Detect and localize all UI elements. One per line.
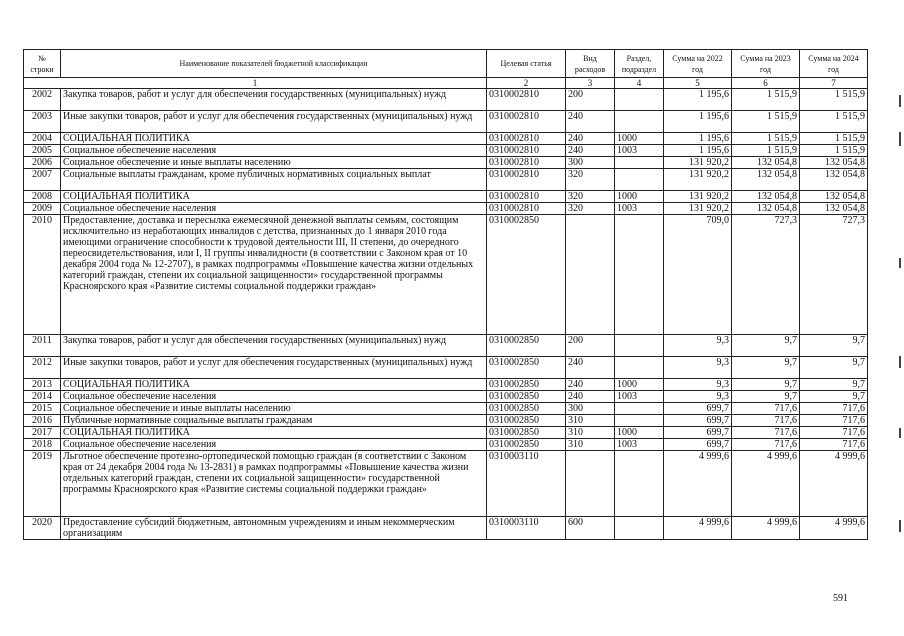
sum-2024-cell: 132 054,8	[800, 203, 868, 215]
sum-2023-cell: 9,7	[732, 357, 800, 379]
target-article-cell: 0310002810	[487, 133, 566, 145]
expense-type-cell: 310	[566, 427, 615, 439]
table-row	[24, 203, 868, 215]
column-number-4: 4	[615, 78, 664, 89]
expense-type-cell	[566, 215, 615, 335]
sum-2024-cell: 9,7	[800, 379, 868, 391]
section-cell	[615, 215, 664, 335]
section-cell	[615, 403, 664, 415]
sum-2024-cell: 1 515,9	[800, 133, 868, 145]
section-cell: 1000	[615, 191, 664, 203]
table-row	[24, 133, 868, 145]
sum-2024-cell: 717,6	[800, 403, 868, 415]
sum-2024-cell: 727,3	[800, 215, 868, 335]
expense-type-cell: 310	[566, 439, 615, 451]
table-row	[24, 403, 868, 415]
target-article-cell: 0310002810	[487, 203, 566, 215]
sum-2022-cell: 699,7	[664, 439, 732, 451]
indicator-name-cell: Закупка товаров, работ и услуг для обеспечения государственных (муниципальных) нужд	[61, 335, 487, 357]
table-row	[24, 415, 868, 427]
target-article-cell: 0310002850	[487, 427, 566, 439]
sum-2022-cell: 699,7	[664, 403, 732, 415]
row-number-cell: 2011	[24, 335, 61, 357]
target-article-cell: 0310002850	[487, 415, 566, 427]
expense-type-cell	[566, 451, 615, 517]
expense-type-cell: 240	[566, 379, 615, 391]
section-cell: 1003	[615, 391, 664, 403]
indicator-name-cell: Социальное обеспечение населения	[61, 145, 487, 157]
row-number-cell: 2014	[24, 391, 61, 403]
table-row	[24, 439, 868, 451]
table-row	[24, 215, 868, 335]
sum-2023-cell: 717,6	[732, 427, 800, 439]
target-article-cell: 0310002810	[487, 89, 566, 111]
section-cell	[615, 335, 664, 357]
sum-2023-cell: 717,6	[732, 415, 800, 427]
sum-2022-cell: 131 920,2	[664, 191, 732, 203]
target-article-cell: 0310002810	[487, 169, 566, 191]
sum-2023-cell: 717,6	[732, 439, 800, 451]
indicator-name-cell: Льготное обеспечение протезно-ортопедической помощью граждан (в соответствии с Законом края от 24 декабря 2004 года № 13-2831) в рамках подпрограммы «Повышение качества жизни отдельных категорий граждан, степени их социальной защищенности» государственной программы Красноярского края «Развитие системы социальной поддержки граждан»	[61, 451, 487, 517]
indicator-name-cell: СОЦИАЛЬНАЯ ПОЛИТИКА	[61, 427, 487, 439]
target-article-cell: 0310003110	[487, 451, 566, 517]
column-number-3: 3	[566, 78, 615, 89]
sum-2022-cell: 699,7	[664, 415, 732, 427]
expense-type-cell: 300	[566, 403, 615, 415]
section-cell: 1003	[615, 203, 664, 215]
section-cell	[615, 169, 664, 191]
sum-2023-cell: 132 054,8	[732, 203, 800, 215]
sum-2022-cell: 9,3	[664, 379, 732, 391]
sum-2024-cell: 9,7	[800, 357, 868, 379]
column-number-1: 1	[24, 78, 487, 89]
expense-type-cell: 200	[566, 335, 615, 357]
header-sum-2022: Сумма на 2022 год	[664, 50, 732, 78]
table-row	[24, 427, 868, 439]
sum-2024-cell: 132 054,8	[800, 157, 868, 169]
column-number-row	[24, 78, 868, 89]
table-row	[24, 335, 868, 357]
indicator-name-cell: Предоставление, доставка и пересылка ежемесячной денежной выплаты семьям, состоящим исключительно из неработающих инвалидов с детства, признанных до 1 января 2010 года имеющими ограничение способности к трудовой деятельности III, II степени, до очередного переосвидетельствования, или I, II группы инвалидности (в соответствии с Законом края от 10 декабря 2004 года № 12-2707), в рамках подпрограммы «Повышение качества жизни отдельных категорий граждан, степени их социальной защищенности» государственной программы Красноярского края «Развитие системы социальной поддержки граждан»	[61, 215, 487, 335]
target-article-cell: 0310002850	[487, 403, 566, 415]
sum-2022-cell: 1 195,6	[664, 145, 732, 157]
sum-2024-cell: 9,7	[800, 335, 868, 357]
indicator-name-cell: Социальное обеспечение населения	[61, 203, 487, 215]
sum-2022-cell: 1 195,6	[664, 133, 732, 145]
table-row	[24, 169, 868, 191]
row-number-cell: 2016	[24, 415, 61, 427]
sum-2024-cell: 717,6	[800, 415, 868, 427]
table-row	[24, 157, 868, 169]
sum-2022-cell: 4 999,6	[664, 451, 732, 517]
indicator-name-cell: Публичные нормативные социальные выплаты гражданам	[61, 415, 487, 427]
sum-2022-cell: 9,3	[664, 357, 732, 379]
sum-2023-cell: 132 054,8	[732, 169, 800, 191]
section-cell: 1000	[615, 133, 664, 145]
row-number-cell: 2013	[24, 379, 61, 391]
sum-2023-cell: 1 515,9	[732, 89, 800, 111]
table-row	[24, 89, 868, 111]
table-row	[24, 391, 868, 403]
section-cell	[615, 415, 664, 427]
sum-2023-cell: 1 515,9	[732, 133, 800, 145]
indicator-name-cell: Закупка товаров, работ и услуг для обеспечения государственных (муниципальных) нужд	[61, 89, 487, 111]
row-number-cell: 2003	[24, 111, 61, 133]
row-number-cell: 2012	[24, 357, 61, 379]
sum-2024-cell: 717,6	[800, 439, 868, 451]
sum-2024-cell: 132 054,8	[800, 169, 868, 191]
sum-2023-cell: 717,6	[732, 403, 800, 415]
target-article-cell: 0310002850	[487, 335, 566, 357]
sum-2023-cell: 132 054,8	[732, 157, 800, 169]
header-sum-2024: Сумма на 2024 год	[800, 50, 868, 78]
column-number-2: 2	[487, 78, 566, 89]
target-article-cell: 0310002850	[487, 357, 566, 379]
sum-2024-cell: 1 515,9	[800, 89, 868, 111]
indicator-name-cell: СОЦИАЛЬНАЯ ПОЛИТИКА	[61, 379, 487, 391]
sum-2023-cell: 4 999,6	[732, 451, 800, 517]
column-number-7: 7	[800, 78, 868, 89]
row-number-cell: 2020	[24, 517, 61, 540]
expense-type-cell: 320	[566, 203, 615, 215]
sum-2023-cell: 9,7	[732, 335, 800, 357]
row-number-cell: 2009	[24, 203, 61, 215]
indicator-name-cell: СОЦИАЛЬНАЯ ПОЛИТИКА	[61, 133, 487, 145]
expense-type-cell: 240	[566, 145, 615, 157]
indicator-name-cell: Социальное обеспечение и иные выплаты населению	[61, 157, 487, 169]
header-expense-type: Вид расходов	[566, 50, 615, 78]
column-number-6: 6	[732, 78, 800, 89]
target-article-cell: 0310002810	[487, 157, 566, 169]
scan-edge-mark	[899, 356, 901, 368]
row-number-cell: 2010	[24, 215, 61, 335]
table-row	[24, 191, 868, 203]
sum-2022-cell: 699,7	[664, 427, 732, 439]
sum-2023-cell: 132 054,8	[732, 191, 800, 203]
row-number-cell: 2015	[24, 403, 61, 415]
budget-table	[23, 49, 868, 540]
scan-edge-mark	[899, 258, 901, 268]
indicator-name-cell: Социальное обеспечение и иные выплаты населению	[61, 403, 487, 415]
table-row	[24, 379, 868, 391]
section-cell: 1000	[615, 427, 664, 439]
expense-type-cell: 200	[566, 89, 615, 111]
sum-2023-cell: 1 515,9	[732, 111, 800, 133]
sum-2022-cell: 4 999,6	[664, 517, 732, 540]
expense-type-cell: 320	[566, 169, 615, 191]
row-number-cell: 2005	[24, 145, 61, 157]
table-row	[24, 517, 868, 540]
sum-2022-cell: 1 195,6	[664, 89, 732, 111]
table-header-row	[24, 50, 868, 78]
section-cell	[615, 89, 664, 111]
target-article-cell: 0310002810	[487, 191, 566, 203]
header-indicator-name: Наименование показателей бюджетной классификации	[61, 50, 487, 78]
expense-type-cell: 240	[566, 391, 615, 403]
table-row	[24, 111, 868, 133]
table-row	[24, 357, 868, 379]
section-cell: 1003	[615, 145, 664, 157]
target-article-cell: 0310003110	[487, 517, 566, 540]
expense-type-cell: 600	[566, 517, 615, 540]
expense-type-cell: 300	[566, 157, 615, 169]
scan-edge-mark	[899, 132, 901, 146]
expense-type-cell: 320	[566, 191, 615, 203]
section-cell	[615, 451, 664, 517]
row-number-cell: 2017	[24, 427, 61, 439]
row-number-cell: 2008	[24, 191, 61, 203]
header-section: Раздел, подраздел	[615, 50, 664, 78]
sum-2023-cell: 9,7	[732, 391, 800, 403]
table-row	[24, 145, 868, 157]
indicator-name-cell: Предоставление субсидий бюджетным, автономным учреждениям и иным некоммерческим организациям	[61, 517, 487, 540]
section-cell	[615, 357, 664, 379]
scan-edge-mark	[899, 428, 901, 438]
sum-2023-cell: 9,7	[732, 379, 800, 391]
scan-edge-mark	[899, 95, 901, 107]
sum-2022-cell: 9,3	[664, 335, 732, 357]
indicator-name-cell: Социальное обеспечение населения	[61, 439, 487, 451]
target-article-cell: 0310002810	[487, 111, 566, 133]
sum-2024-cell: 1 515,9	[800, 111, 868, 133]
section-cell	[615, 111, 664, 133]
target-article-cell: 0310002850	[487, 391, 566, 403]
sum-2022-cell: 131 920,2	[664, 169, 732, 191]
expense-type-cell: 240	[566, 111, 615, 133]
sum-2022-cell: 131 920,2	[664, 203, 732, 215]
row-number-cell: 2002	[24, 89, 61, 111]
row-number-cell: 2004	[24, 133, 61, 145]
sum-2024-cell: 132 054,8	[800, 191, 868, 203]
row-number-cell: 2007	[24, 169, 61, 191]
indicator-name-cell: СОЦИАЛЬНАЯ ПОЛИТИКА	[61, 191, 487, 203]
sum-2022-cell: 1 195,6	[664, 111, 732, 133]
table-row	[24, 451, 868, 517]
indicator-name-cell: Социальное обеспечение населения	[61, 391, 487, 403]
sum-2024-cell: 1 515,9	[800, 145, 868, 157]
sum-2024-cell: 4 999,6	[800, 517, 868, 540]
column-number-5: 5	[664, 78, 732, 89]
sum-2024-cell: 9,7	[800, 391, 868, 403]
section-cell	[615, 157, 664, 169]
expense-type-cell: 310	[566, 415, 615, 427]
sum-2022-cell: 131 920,2	[664, 157, 732, 169]
section-cell: 1000	[615, 379, 664, 391]
sum-2024-cell: 717,6	[800, 427, 868, 439]
sum-2023-cell: 4 999,6	[732, 517, 800, 540]
sum-2022-cell: 709,0	[664, 215, 732, 335]
scan-edge-mark	[899, 520, 901, 532]
target-article-cell: 0310002850	[487, 439, 566, 451]
target-article-cell: 0310002810	[487, 145, 566, 157]
target-article-cell: 0310002850	[487, 215, 566, 335]
row-number-cell: 2018	[24, 439, 61, 451]
header-target-article: Целевая статья	[487, 50, 566, 78]
section-cell: 1003	[615, 439, 664, 451]
indicator-name-cell: Иные закупки товаров, работ и услуг для обеспечения государственных (муниципальных) нужд	[61, 111, 487, 133]
section-cell	[615, 517, 664, 540]
header-sum-2023: Сумма на 2023 год	[732, 50, 800, 78]
sum-2022-cell: 9,3	[664, 391, 732, 403]
header-row-number: № строки	[24, 50, 61, 78]
expense-type-cell: 240	[566, 357, 615, 379]
expense-type-cell: 240	[566, 133, 615, 145]
sum-2023-cell: 727,3	[732, 215, 800, 335]
indicator-name-cell: Социальные выплаты гражданам, кроме публичных нормативных социальных выплат	[61, 169, 487, 191]
sum-2023-cell: 1 515,9	[732, 145, 800, 157]
page-number: 591	[833, 593, 848, 604]
indicator-name-cell: Иные закупки товаров, работ и услуг для обеспечения государственных (муниципальных) нужд	[61, 357, 487, 379]
sum-2024-cell: 4 999,6	[800, 451, 868, 517]
target-article-cell: 0310002850	[487, 379, 566, 391]
row-number-cell: 2006	[24, 157, 61, 169]
row-number-cell: 2019	[24, 451, 61, 517]
